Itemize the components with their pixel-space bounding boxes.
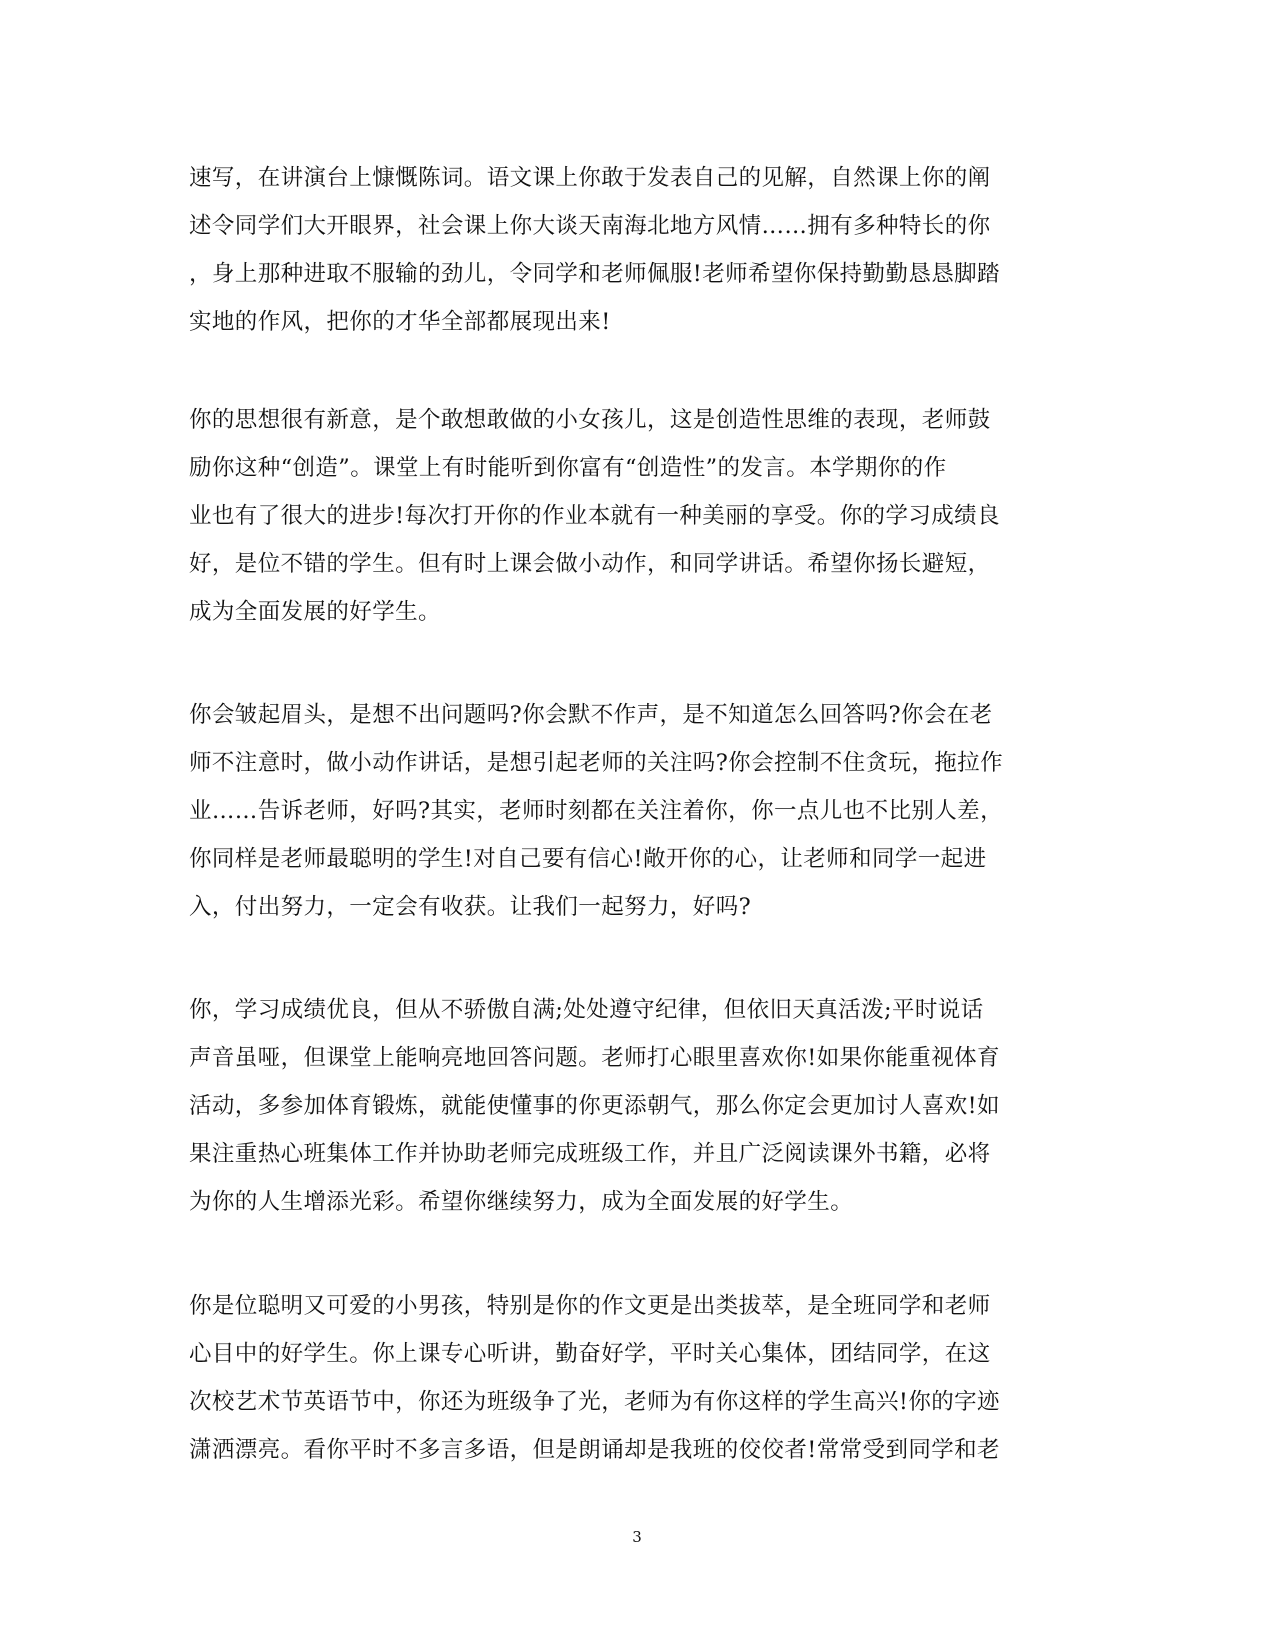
text-line: 你，学习成绩优良，但从不骄傲自满;处处遵守纪律，但依旧天真活泼;平时说话 xyxy=(189,997,984,1023)
text-line: 声音虽哑，但课堂上能响亮地回答问题。老师打心眼里喜欢你!如果你能重视体育 xyxy=(189,1045,1000,1071)
text-line: 次校艺术节英语节中，你还为班级争了光，老师为有你这样的学生高兴!你的字迹 xyxy=(189,1389,1000,1415)
page-number: 3 xyxy=(632,1528,642,1546)
text-line: 果注重热心班集体工作并协助老师完成班级工作，并且广泛阅读课外书籍，必将 xyxy=(189,1141,991,1167)
paragraph-4 xyxy=(189,986,1069,1226)
text-line: 心目中的好学生。你上课专心听讲，勤奋好学，平时关心集体，团结同学，在这 xyxy=(189,1341,991,1367)
text-line: 业也有了很大的进步!每次打开你的作业本就有一种美丽的享受。你的学习成绩良 xyxy=(189,503,1000,529)
paragraph-1 xyxy=(189,154,1069,346)
text-line: 入，付出努力，一定会有收获。让我们一起努力，好吗? xyxy=(189,894,752,920)
text-line: 活动，多参加体育锻炼，就能使懂事的你更添朝气，那么你定会更加讨人喜欢!如 xyxy=(189,1093,1000,1119)
text-line: 速写，在讲演台上慷慨陈词。语文课上你敢于发表自己的见解，自然课上你的阐 xyxy=(189,165,991,191)
text-line: 为你的人生增添光彩。希望你继续努力，成为全面发展的好学生。 xyxy=(189,1189,854,1215)
text-line: 你会皱起眉头，是想不出问题吗?你会默不作声，是不知道怎么回答吗?你会在老 xyxy=(189,702,993,728)
paragraph-3 xyxy=(189,691,1069,931)
text-line: 述令同学们大开眼界，社会课上你大谈天南海北地方风情……拥有多种特长的你 xyxy=(189,213,991,239)
text-line: 你同样是老师最聪明的学生!对自己要有信心!敞开你的心，让老师和同学一起进 xyxy=(189,846,987,872)
paragraph-2 xyxy=(189,396,1069,636)
text-line: 好，是位不错的学生。但有时上课会做小动作，和同学讲话。希望你扬长避短， xyxy=(189,551,991,577)
text-line: 你是位聪明又可爱的小男孩，特别是你的作文更是出类拔萃，是全班同学和老师 xyxy=(189,1293,991,1319)
text-line: 师不注意时，做小动作讲话，是想引起老师的关注吗?你会控制不住贪玩，拖拉作 xyxy=(189,750,1003,776)
text-line: 成为全面发展的好学生。 xyxy=(189,599,441,625)
text-line: 你的思想很有新意，是个敢想敢做的小女孩儿，这是创造性思维的表现，老师鼓 xyxy=(189,407,991,433)
paragraph-5 xyxy=(189,1282,1069,1474)
text-line: 潇洒漂亮。看你平时不多言多语，但是朗诵却是我班的佼佼者!常常受到同学和老 xyxy=(189,1437,1000,1463)
text-line: 励你这种“创造”。课堂上有时能听到你富有“创造性”的发言。本学期你的作 xyxy=(189,455,947,481)
text-line: ，身上那种进取不服输的劲儿，令同学和老师佩服!老师希望你保持勤勤恳恳脚踏 xyxy=(189,261,1000,287)
text-line: 实地的作风，把你的才华全部都展现出来! xyxy=(189,309,611,335)
text-line: 业……告诉老师，好吗?其实，老师时刻都在关注着你，你一点儿也不比别人差， xyxy=(189,798,1003,824)
